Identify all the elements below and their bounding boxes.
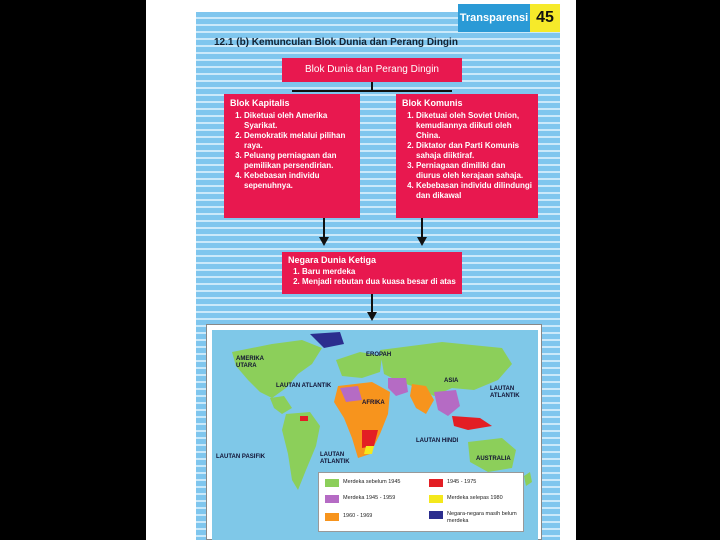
new-zealand-shape (524, 472, 532, 486)
transparency-tab: Transparensi (458, 4, 530, 32)
arrow-down-icon (417, 237, 427, 246)
arrow-down-icon (319, 237, 329, 246)
label-asia: ASIA (444, 378, 459, 384)
south-america-shape (282, 412, 320, 490)
label-pacific: LAUTAN PASIFIK (216, 454, 266, 460)
southern-africa-shape (362, 430, 378, 448)
legend-swatch (325, 495, 339, 503)
label-pacific-east: LAUTAN ATLANTIK (490, 386, 520, 399)
center-title-box: Blok Dunia dan Perang Dingin (282, 58, 462, 82)
legend-label: 1960 - 1969 (343, 513, 373, 519)
arrow-shaft (421, 218, 423, 238)
communist-bloc-box (396, 94, 538, 218)
third-world-item: 1. Baru merdeka (302, 267, 456, 277)
label-atlantic-south: LAUTAN ATLANTIK (320, 452, 350, 465)
legend-label: Merdeka 1945 - 1959 (343, 495, 396, 501)
middle-east-shape (388, 378, 408, 396)
connector-line (292, 90, 452, 92)
label-atlantic-north: LAUTAN ATLANTIK (276, 383, 332, 389)
section-title: 12.1 (b) Kemunculan Blok Dunia dan Perang Dingin (214, 37, 458, 48)
legend-swatch (429, 511, 443, 519)
southeast-asia-shape (434, 390, 460, 416)
guiana-shape (300, 416, 308, 421)
communist-item: 1. Diketuai oleh Soviet Union, kemudiannya diikuti oleh China. (416, 111, 532, 141)
communist-item: 2. Diktator dan Parti Komunis sahaja diiktiraf. (416, 141, 532, 161)
connector-line (371, 82, 373, 90)
label-north-america: AMERIKA UTARA (236, 356, 264, 369)
capitalist-item: 1. Diketuai oleh Amerika Syarikat. (244, 111, 354, 131)
arrow-down-icon (367, 312, 377, 321)
map-legend (318, 472, 524, 532)
legend-swatch (429, 495, 443, 503)
legend-label: Merdeka selepas 1980 (447, 495, 503, 501)
third-world-title: Negara Dunia Ketiga (288, 255, 377, 265)
label-africa: AFRIKA (362, 400, 385, 406)
legend-label: Negara-negara masih belum merdeka (447, 511, 517, 524)
legend-label: Merdeka sebelum 1945 (343, 479, 401, 485)
page-number-badge: 45 (530, 4, 560, 32)
communist-title: Blok Komunis (402, 98, 463, 108)
indonesia-shape (452, 416, 492, 430)
third-world-box (282, 252, 462, 294)
arrow-shaft (371, 294, 373, 314)
legend-swatch (325, 479, 339, 487)
capitalist-bloc-box (224, 94, 360, 218)
third-world-item: 2. Menjadi rebutan dua kuasa besar di atas (302, 277, 456, 287)
legend-swatch (325, 513, 339, 521)
arrow-shaft (323, 218, 325, 238)
label-australia: AUSTRALIA (476, 456, 511, 462)
label-indian-ocean: LAUTAN HINDI (416, 438, 459, 444)
australia-shape (468, 438, 516, 472)
communist-item: 3. Perniagaan dimiliki dan diurus oleh kerajaan sahaja. (416, 161, 532, 181)
central-america-shape (270, 396, 292, 414)
label-europe: EROPAH (366, 352, 392, 358)
capitalist-item: 4. Kebebasan individu sepenuhnya. (244, 171, 354, 191)
legend-swatch (429, 479, 443, 487)
capitalist-item: 2. Demokratik melalui pilihan raya. (244, 131, 354, 151)
capitalist-item: 3. Peluang perniagaan dan pemilikan persendirian. (244, 151, 354, 171)
legend-label: 1945 - 1975 (447, 479, 477, 485)
capitalist-title: Blok Kapitalis (230, 98, 290, 108)
communist-item: 4. Kebebasan individu dilindungi dan dikawal (416, 181, 532, 201)
